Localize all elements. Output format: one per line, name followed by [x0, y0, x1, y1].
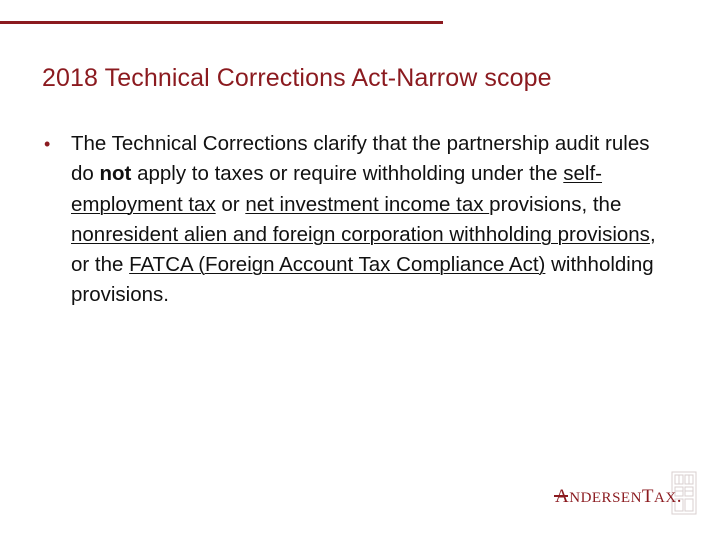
logo-name-rest: NDERSEN: [569, 490, 642, 506]
logo-initial: A: [555, 486, 570, 507]
logo-wordmark: [555, 486, 682, 508]
slide-title: 2018 Technical Corrections Act-Narrow scope: [42, 64, 552, 92]
bullet-segment-bold: not: [99, 162, 132, 186]
link-nonresident-alien-withholding[interactable]: nonresident alien and foreign corporation withholding provisions: [71, 222, 650, 246]
top-accent-rule: [0, 21, 443, 24]
bullet-segment: provisions, the: [489, 192, 622, 216]
bullet-list: [44, 129, 684, 311]
bullet-segment: apply to taxes or require withholding under the: [131, 162, 564, 186]
logo-period: .: [676, 486, 682, 507]
bullet-segment: or: [215, 192, 246, 216]
link-self-employment-tax[interactable]: self-employment tax: [71, 162, 603, 216]
bullet-text: [71, 129, 673, 311]
logo-suffix-rest: AX: [654, 490, 677, 506]
bullet-dot-icon: •: [44, 134, 51, 154]
bullet-segment: The Technical Corrections clarify that the partnership audit rules do: [71, 132, 650, 186]
bullet-segment: , or the: [71, 222, 656, 277]
bullet-item: [44, 129, 684, 311]
andersen-tax-logo: [551, 471, 701, 521]
link-fatca[interactable]: FATCA (Foreign Account Tax Compliance Act): [129, 253, 546, 277]
bullet-segment: withholding provisions.: [71, 253, 654, 307]
link-net-investment-income-tax[interactable]: net investment income tax: [245, 192, 490, 216]
logo-suffix-initial: T: [641, 486, 655, 507]
